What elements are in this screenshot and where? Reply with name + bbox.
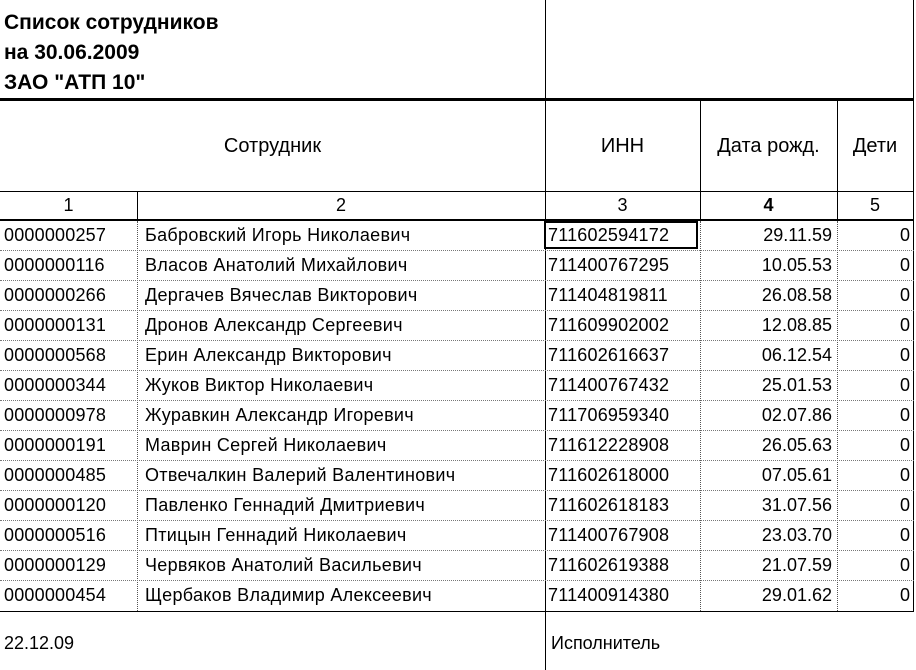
column-number-3: 3: [617, 195, 628, 215]
children-cell[interactable]: 0: [899, 585, 910, 605]
children-cell[interactable]: 0: [899, 435, 910, 455]
column-number-2: 2: [335, 195, 346, 215]
birth-date-cell[interactable]: 07.05.61: [761, 465, 832, 485]
birth-date-cell[interactable]: 12.08.85: [761, 315, 832, 335]
employee-code-cell[interactable]: 0000000120: [4, 495, 107, 515]
footer-date: 22.12.09: [4, 633, 75, 653]
employee-code-cell[interactable]: 0000000568: [4, 345, 107, 365]
birth-date-cell[interactable]: 25.01.53: [761, 375, 832, 395]
employee-code-cell[interactable]: 0000000129: [4, 555, 107, 575]
table-row[interactable]: [0, 220, 914, 250]
children-cell[interactable]: 0: [899, 375, 910, 395]
inn-cell[interactable]: 711400914380: [548, 585, 670, 605]
inn-cell[interactable]: 711602619388: [548, 555, 670, 575]
birth-date-cell[interactable]: 29.01.62: [761, 585, 832, 605]
employee-code-cell[interactable]: 0000000485: [4, 465, 107, 485]
employee-code-cell[interactable]: 0000000266: [4, 285, 107, 305]
title-right-border: [913, 0, 914, 100]
children-cell[interactable]: 0: [899, 285, 910, 305]
employee-name-cell[interactable]: Жуков Виктор Николаевич: [145, 375, 374, 395]
employee-name-cell[interactable]: Птицын Геннадий Николаевич: [145, 525, 407, 545]
inn-cell[interactable]: 711602618000: [548, 465, 670, 485]
employee-code-cell[interactable]: 0000000454: [4, 585, 107, 605]
employee-name-cell[interactable]: Щербаков Владимир Алексеевич: [145, 585, 432, 605]
employee-name-cell[interactable]: Бабровский Игорь Николаевич: [145, 225, 411, 245]
children-cell[interactable]: 0: [899, 315, 910, 335]
table-row[interactable]: [0, 310, 914, 340]
table-row[interactable]: [0, 280, 914, 310]
children-cell[interactable]: 0: [899, 495, 910, 515]
inn-cell[interactable]: 711612228908: [548, 435, 670, 455]
column-number-1: 1: [63, 195, 74, 215]
employee-code-cell[interactable]: 0000000116: [4, 255, 105, 275]
title-line-1: Список сотрудников: [4, 11, 219, 34]
table-row[interactable]: [0, 430, 914, 460]
children-cell[interactable]: 0: [899, 345, 910, 365]
employee-name-cell[interactable]: Власов Анатолий Михайлович: [145, 255, 408, 275]
employee-code-cell[interactable]: 0000000978: [4, 405, 107, 425]
birth-date-cell[interactable]: 06.12.54: [761, 345, 832, 365]
column-header-inn[interactable]: ИНН: [600, 134, 645, 157]
birth-date-cell[interactable]: 26.05.63: [761, 435, 832, 455]
employee-name-cell[interactable]: Ерин Александр Викторович: [145, 345, 392, 365]
title-divider: [545, 0, 546, 100]
table-row[interactable]: [0, 370, 914, 400]
table-row[interactable]: [0, 550, 914, 580]
data-bottom-border: [0, 611, 914, 612]
column-header-employee[interactable]: Сотрудник: [223, 134, 322, 157]
inn-cell[interactable]: 711400767908: [548, 525, 670, 545]
children-cell[interactable]: 0: [899, 405, 910, 425]
children-cell[interactable]: 0: [899, 225, 910, 245]
table-row[interactable]: [0, 490, 914, 520]
employee-name-cell[interactable]: Дергачев Вячеслав Викторович: [145, 285, 418, 305]
birth-date-cell[interactable]: 26.08.58: [761, 285, 832, 305]
table-row[interactable]: [0, 580, 914, 610]
footer-executor-label: Исполнитель: [551, 633, 661, 653]
table-row[interactable]: [0, 520, 914, 550]
birth-date-cell[interactable]: 23.03.70: [761, 525, 832, 545]
birth-date-cell[interactable]: 10.05.53: [761, 255, 832, 275]
employee-name-cell[interactable]: Отвечалкин Валерий Валентинович: [145, 465, 456, 485]
employee-code-cell[interactable]: 0000000344: [4, 375, 107, 395]
employee-name-cell[interactable]: Червяков Анатолий Васильевич: [145, 555, 422, 575]
title-line-2: на 30.06.2009: [4, 41, 140, 64]
column-header-children[interactable]: Дети: [852, 134, 898, 157]
children-cell[interactable]: 0: [899, 555, 910, 575]
employee-name-cell[interactable]: Журавкин Александр Игоревич: [145, 405, 414, 425]
title-line-3: ЗАО "АТП 10": [4, 71, 146, 94]
selected-cell-highlight[interactable]: [544, 221, 698, 249]
table-row[interactable]: [0, 460, 914, 490]
inn-cell[interactable]: 711602594172: [548, 225, 670, 245]
employee-name-cell[interactable]: Павленко Геннадий Дмитриевич: [145, 495, 426, 515]
employee-code-cell[interactable]: 0000000516: [4, 525, 107, 545]
inn-cell[interactable]: 711609902002: [548, 315, 670, 335]
column-number-5: 5: [869, 195, 880, 215]
inn-cell[interactable]: 711400767295: [548, 255, 670, 275]
children-cell[interactable]: 0: [899, 465, 910, 485]
birth-date-cell[interactable]: 29.11.59: [763, 225, 832, 245]
inn-cell[interactable]: 711404819811: [548, 285, 668, 305]
column-number-4: 4: [763, 195, 774, 215]
employee-code-cell[interactable]: 0000000131: [4, 315, 107, 335]
inn-cell[interactable]: 711400767432: [548, 375, 670, 395]
children-cell[interactable]: 0: [899, 255, 910, 275]
employee-code-cell[interactable]: 0000000191: [4, 435, 107, 455]
birth-date-cell[interactable]: 02.07.86: [761, 405, 832, 425]
birth-date-cell[interactable]: 21.07.59: [761, 555, 832, 575]
employee-name-cell[interactable]: Дронов Александр Сергеевич: [145, 315, 403, 335]
inn-cell[interactable]: 711602616637: [548, 345, 670, 365]
inn-cell[interactable]: 711706959340: [548, 405, 670, 425]
table-row[interactable]: [0, 340, 914, 370]
column-header-birth-date[interactable]: Дата рожд.: [717, 134, 820, 157]
title-block: [4, 8, 540, 98]
employee-name-cell[interactable]: Маврин Сергей Николаевич: [145, 435, 387, 455]
employee-code-cell[interactable]: 0000000257: [4, 225, 107, 245]
table-row[interactable]: [0, 250, 914, 280]
table-row[interactable]: [0, 400, 914, 430]
birth-date-cell[interactable]: 31.07.56: [761, 495, 832, 515]
inn-cell[interactable]: 711602618183: [548, 495, 670, 515]
children-cell[interactable]: 0: [899, 525, 910, 545]
